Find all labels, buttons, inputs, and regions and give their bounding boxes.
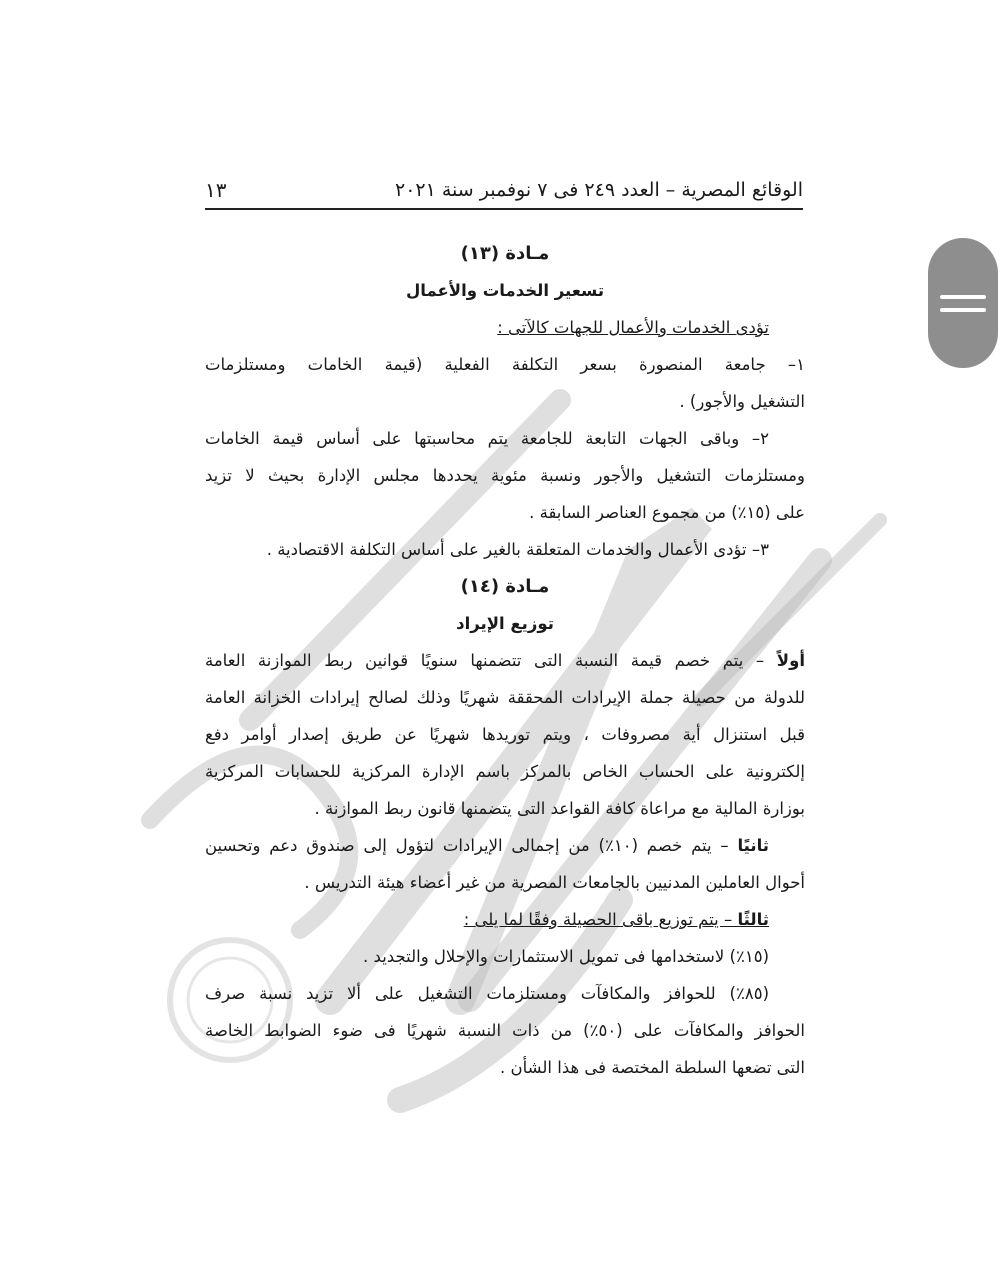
hamburger-icon-bar-top [940, 295, 986, 299]
header-title: الوقائع المصرية – العدد ٢٤٩ فى ٧ نوفمبر سنة ٢٠٢١ [395, 179, 803, 201]
article-14-first-line-4: إلكترونية على الحساب الخاص بالمركز باسم الإدارة المركزية للحسابات المركزية [205, 762, 805, 781]
hamburger-icon-bar-bottom [940, 308, 986, 312]
article-14-share-15: (١٥٪) لاستخدامها فى تمويل الاستثمارات والإحلال والتجديد . [363, 947, 769, 966]
article-14-share-85-line-1: (٨٥٪) للحوافز والمكافآت ومستلزمات التشغيل على ألا تزيد نسبة صرف [205, 984, 769, 1003]
article-14-first-line-2: للدولة من حصيلة جملة الإيرادات المحققة شهريًا وذلك لصالح إيرادات الخزانة العامة [205, 688, 805, 707]
article-14-first-line-3: قبل استنزال أية مصروفات ، ويتم توريدها شهريًا عن طريق إصدار أوامر دفع [205, 725, 805, 744]
article-14-share-85-line-3: التى تضعها السلطة المختصة فى هذا الشأن . [500, 1058, 805, 1077]
article-14-second-line-2: أحوال العاملين المدنيين بالجامعات المصرية من غير أعضاء هيئة التدريس . [304, 873, 805, 892]
article-14-first-line-5: بوزارة المالية مع مراعاة كافة القواعد التى يتضمنها قانون ربط الموازنة . [314, 799, 805, 818]
article-13-item-3: ٣– تؤدى الأعمال والخدمات المتعلقة بالغير على أساس التكلفة الاقتصادية . [266, 540, 769, 559]
article-13-item-2-line-1: ٢– وباقى الجهات التابعة للجامعة يتم محاسبتها على أساس قيمة الخامات [205, 429, 769, 448]
document-body [205, 235, 805, 1086]
article-14-first-line-1: أولاً – يتم خصم قيمة النسبة التى تتضمنها سنويًا قوانين ربط الموازنة العامة [205, 651, 805, 670]
article-13-subtitle: تسعير الخدمات والأعمال [405, 281, 605, 300]
article-13-item-2-line-3: على (١٥٪) من مجموع العناصر السابقة . [529, 503, 805, 522]
article-13-number: مـادة (١٣) [460, 243, 550, 264]
page-number: ١٣ [205, 178, 227, 202]
article-14-share-85-line-2: الحوافز والمكافآت على (٥٠٪) من ذات النسبة شهريًا فى ضوء الضوابط الخاصة [205, 1021, 805, 1040]
article-14-number: مـادة (١٤) [460, 576, 550, 597]
article-13-item-1-line-2: التشغيل والأجور) . [679, 392, 805, 411]
menu-button[interactable] [928, 238, 998, 368]
page-header [205, 172, 803, 210]
article-13-item-1-line-1: ١– جامعة المنصورة بسعر التكلفة الفعلية (قيمة الخامات ومستلزمات [205, 355, 805, 374]
article-14-third: ثالثًا – يتم توزيع باقى الحصيلة وفقًا لما يلى : [463, 910, 769, 929]
article-13-intro: تؤدى الخدمات والأعمال للجهات كالآتى : [497, 318, 769, 337]
article-14-subtitle: توزيع الإيراد [456, 614, 554, 633]
article-14-second-line-1: ثانيًا – يتم خصم (١٠٪) من إجمالى الإيرادات لتؤول إلى صندوق دعم وتحسين [205, 836, 769, 855]
article-13-item-2-line-2: ومستلزمات التشغيل والأجور ونسبة مئوية يحددها مجلس الإدارة بحيث لا تزيد [205, 466, 805, 485]
